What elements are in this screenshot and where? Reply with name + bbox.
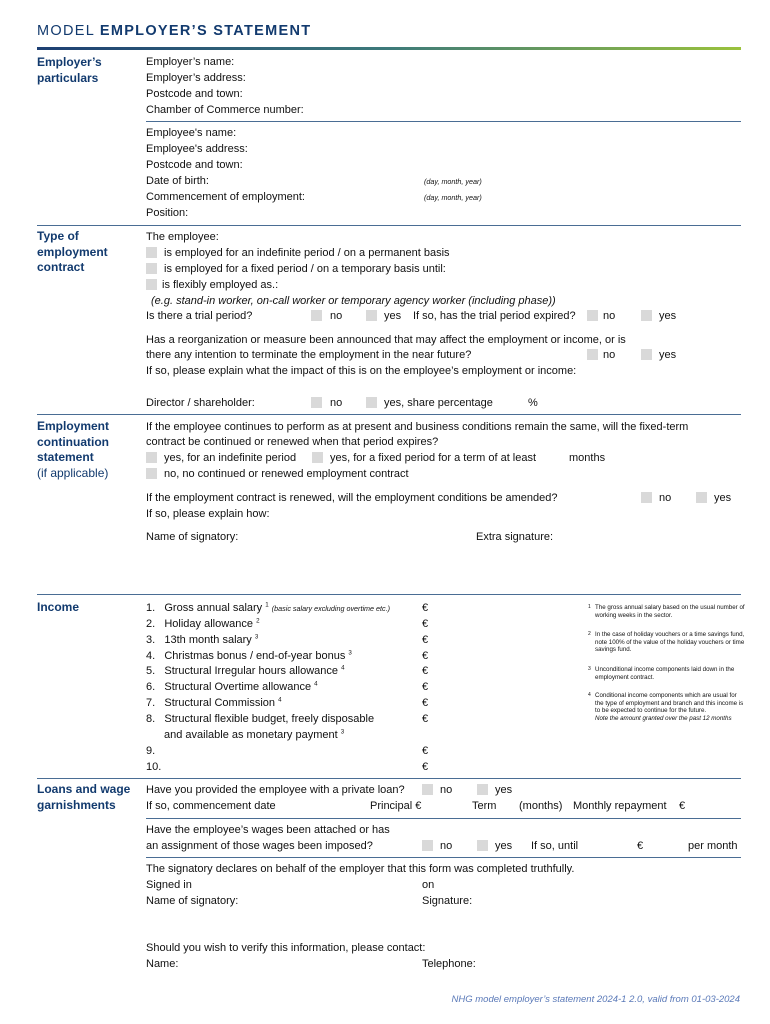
income-item-4: 4. Christmas bonus / end-of-year bonus $^3$ (146, 649, 352, 662)
reorg-no-checkbox[interactable] (587, 349, 598, 360)
expired-yes-checkbox[interactable] (641, 310, 652, 321)
term-label: Term (472, 800, 497, 812)
loan-no-checkbox[interactable] (422, 784, 433, 795)
yes-indefinite-label: yes, for an indefinite period (164, 452, 297, 464)
attached-yes-label: yes (495, 840, 513, 852)
contact-text: Should you wish to verify this information, please contact: (146, 942, 426, 954)
director-label: Director / shareholder: (146, 397, 255, 409)
until-euro-sign: € (637, 840, 644, 852)
declaration-text: The signatory declares on behalf of the employer that this form was completed truthfully. (146, 863, 575, 875)
attached-question-line2: an assignment of those wages been imposed? (146, 840, 373, 852)
on-label: on (422, 879, 435, 891)
income-item-5: 5. Structural Irregular hours allowance $^4$ (146, 664, 345, 677)
flex-example: (e.g. stand-in worker, on-call worker or temporary agency worker (including phase)) (151, 295, 556, 307)
euro-sign: € (422, 650, 429, 662)
commencement-hint: (day, month, year) (424, 193, 482, 202)
reorg-yes-checkbox[interactable] (641, 349, 652, 360)
dob-label: Date of birth: (146, 175, 209, 187)
employee-postcode-label: Postcode and town: (146, 159, 243, 171)
income-item-10: 10. (146, 761, 162, 773)
reorg-explain: If so, please explain what the impact of this is on the employee’s employment or income: (146, 365, 577, 377)
attached-no-checkbox[interactable] (422, 840, 433, 851)
euro-sign: € (422, 681, 429, 693)
amend-yes-label: yes (714, 492, 732, 504)
reorg-question-line2: there any intention to terminate the employment in the near future? (146, 349, 472, 361)
flex-label: is flexibly employed as.: (162, 279, 279, 291)
trial-yes-label: yes (384, 310, 402, 322)
divider (146, 818, 741, 819)
per-month-label: per month (688, 840, 738, 852)
attached-question-line1: Have the employee’s wages been attached or has (146, 824, 390, 836)
trial-no-checkbox[interactable] (311, 310, 322, 321)
director-yes-checkbox[interactable] (366, 397, 377, 408)
section-loans: Loans and wage garnishments (37, 782, 131, 812)
section-contract-type: Type of employment contract (37, 229, 108, 274)
loan-no-label: no (440, 784, 453, 796)
section-employer-particulars: Employer’s particulars (37, 55, 102, 85)
signatory-label: Name of signatory: (146, 531, 239, 543)
divider (37, 778, 741, 779)
euro-sign: € (422, 713, 429, 725)
flex-checkbox[interactable] (146, 279, 157, 290)
share-percentage-label: yes, share percentage (384, 397, 493, 409)
yes-fixed-checkbox[interactable] (312, 452, 323, 463)
loan-yes-label: yes (495, 784, 513, 796)
euro-sign: € (422, 618, 429, 630)
reorg-no-label: no (603, 349, 616, 361)
divider (146, 857, 741, 858)
divider (37, 225, 741, 226)
loan-question: Have you provided the employee with a private loan? (146, 784, 405, 796)
trial-no-label: no (330, 310, 343, 322)
signed-in-label: Signed in (146, 879, 192, 891)
months-label: months (569, 452, 606, 464)
page-title: MODEL EMPLOYER’S STATEMENT (37, 23, 312, 39)
expired-no-checkbox[interactable] (587, 310, 598, 321)
fixed-checkbox[interactable] (146, 263, 157, 274)
employee-name-label: Employee's name: (146, 127, 237, 139)
commencement-date-label: If so, commencement date (146, 800, 276, 812)
director-no-checkbox[interactable] (311, 397, 322, 408)
employer-postcode-label: Postcode and town: (146, 88, 243, 100)
contact-telephone-label: Telephone: (422, 958, 476, 970)
expired-no-label: no (603, 310, 616, 322)
euro-sign: € (422, 665, 429, 677)
reorg-yes-label: yes (659, 349, 677, 361)
loan-yes-checkbox[interactable] (477, 784, 488, 795)
fixed-label: is employed for a fixed period / on a temporary basis until: (164, 263, 446, 275)
attached-no-label: no (440, 840, 453, 852)
director-no-label: no (330, 397, 343, 409)
employee-address-label: Employee's address: (146, 143, 248, 155)
attached-yes-checkbox[interactable] (477, 840, 488, 851)
principal-label: Principal € (370, 800, 422, 812)
income-item-8-line2: and available as monetary payment $^3$ (164, 728, 345, 741)
amend-no-checkbox[interactable] (641, 492, 652, 503)
percent-sign: % (528, 397, 538, 409)
trial-expired-question: If so, has the trial period expired? (413, 310, 576, 322)
trial-yes-checkbox[interactable] (366, 310, 377, 321)
employer-coc-label: Chamber of Commerce number: (146, 104, 304, 116)
divider (146, 121, 741, 122)
contract-intro: The employee: (146, 231, 219, 243)
income-item-6: 6. Structural Overtime allowance $^4$ (146, 680, 318, 693)
income-item-1: 1. Gross annual salary $^1$ (basic salary excluding overtime etc.) (146, 601, 391, 614)
trial-question: Is there a trial period? (146, 310, 253, 322)
income-item-7: 7. Structural Commission $^4$ (146, 696, 282, 709)
amend-explain: If so, please explain how: (146, 508, 270, 520)
expired-yes-label: yes (659, 310, 677, 322)
euro-sign: € (422, 761, 429, 773)
contact-name-label: Name: (146, 958, 179, 970)
monthly-repayment-label: Monthly repayment (573, 800, 667, 812)
term-months-label: (months) (519, 800, 563, 812)
no-renewal-checkbox[interactable] (146, 468, 157, 479)
indefinite-label: is employed for an indefinite period / on a permanent basis (164, 247, 450, 259)
indefinite-checkbox[interactable] (146, 247, 157, 258)
income-item-8: 8. Structural flexible budget, freely disposable (146, 713, 375, 725)
dob-hint: (day, month, year) (424, 177, 482, 186)
until-label: If so, until (531, 840, 579, 852)
commencement-label: Commencement of employment: (146, 191, 305, 203)
income-item-9: 9. (146, 745, 156, 757)
income-item-3: 3. 13th month salary $^3$ (146, 633, 259, 646)
amend-yes-checkbox[interactable] (696, 492, 707, 503)
continuation-question-line2: contract be continued or renewed when that period expires? (146, 436, 439, 448)
employer-address-label: Employer’s address: (146, 72, 246, 84)
signature-label: Signature: (422, 895, 473, 907)
euro-sign: € (422, 634, 429, 646)
employer-name-label: Employer’s name: (146, 56, 235, 68)
yes-fixed-label: yes, for a fixed period for a term of at least (330, 452, 537, 464)
repayment-euro-sign: € (679, 800, 686, 812)
divider (37, 594, 741, 595)
income-item-2: 2. Holiday allowance $^2$ (146, 617, 260, 630)
amend-question: If the employment contract is renewed, will the employment conditions be amended? (146, 492, 558, 504)
no-renewal-label: no, no continued or renewed employment contract (164, 468, 409, 480)
footer-version: NHG model employer’s statement 2024-1 2.0, valid from 01-03-2024 (451, 994, 740, 1005)
position-label: Position: (146, 207, 189, 219)
title-rule (37, 47, 741, 50)
section-income: Income (37, 600, 80, 614)
euro-sign: € (422, 697, 429, 709)
divider (37, 414, 741, 415)
declaration-signatory-label: Name of signatory: (146, 895, 239, 907)
extra-signature-label: Extra signature: (476, 531, 554, 543)
section-continuation: Employment continuation statement (if applicable) (37, 419, 110, 480)
continuation-question-line1: If the employee continues to perform as at present and business conditions remain the same, will the fixed-term (146, 421, 689, 433)
yes-indefinite-checkbox[interactable] (146, 452, 157, 463)
euro-sign: € (422, 745, 429, 757)
euro-sign: € (422, 602, 429, 614)
amend-no-label: no (659, 492, 672, 504)
reorg-question-line1: Has a reorganization or measure been announced that may affect the employment or income, or is (146, 334, 626, 346)
